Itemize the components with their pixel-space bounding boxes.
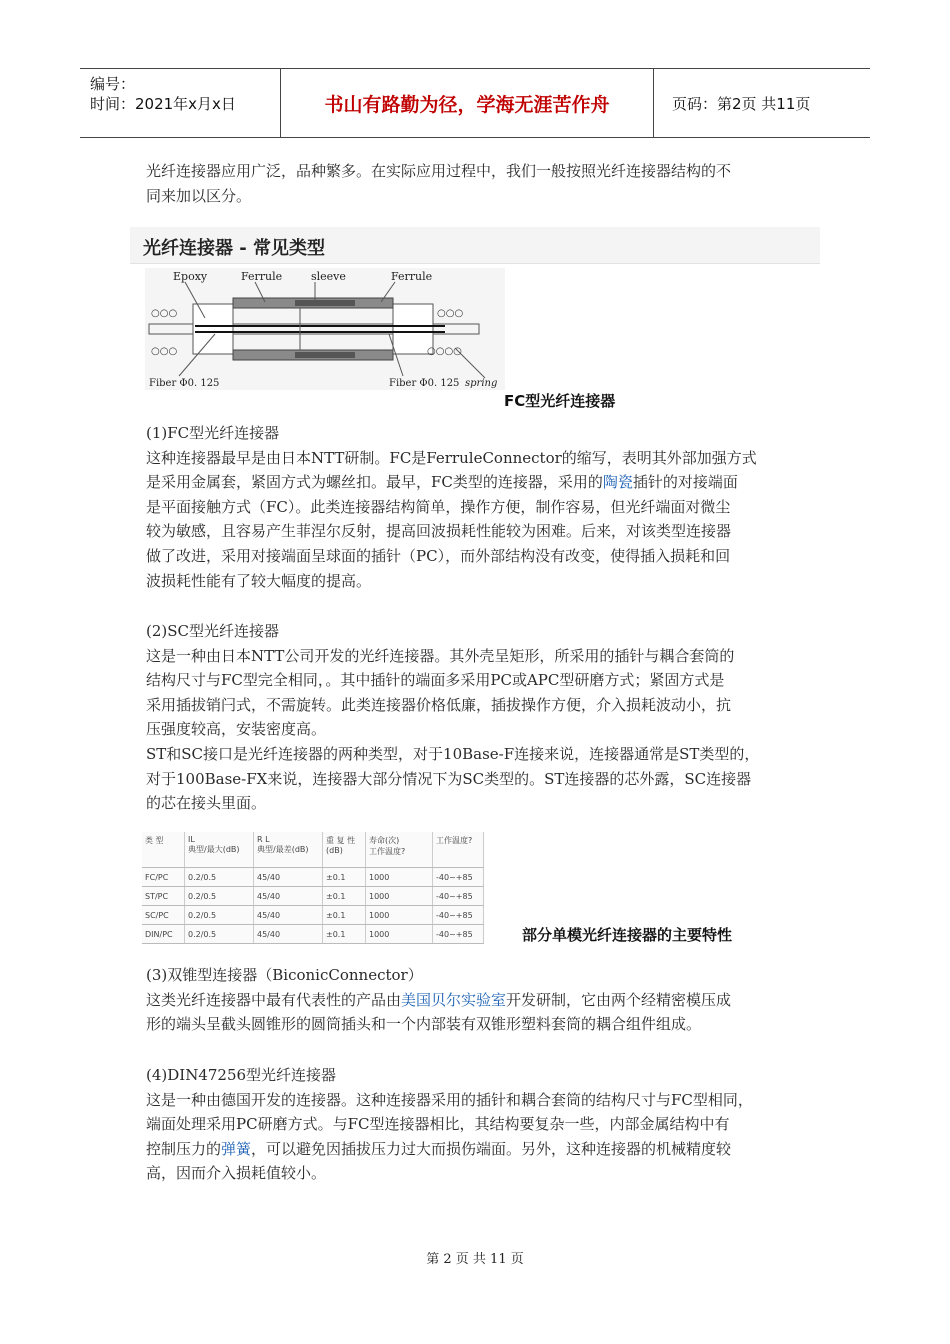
table-cell: 1000 — [366, 906, 433, 925]
table-cell: 0.2/0.5 — [185, 906, 254, 925]
table-cell: FC/PC — [142, 868, 185, 887]
section-heading — [130, 227, 820, 264]
biconic-line: 形的端头呈截头圆锥形的圆筒插头和一个内部装有双锥形塑料套筒的耦合组件组成。 — [146, 1015, 702, 1034]
din-line: 这是一种由德国开发的连接器。这种连接器采用的插针和耦合套筒的结构尺寸与FC型相同， — [146, 1090, 753, 1109]
sc-section — [146, 619, 816, 816]
table-cell: 45/40 — [254, 887, 323, 906]
din-section — [146, 1063, 816, 1186]
table-row — [142, 887, 484, 906]
sc-line: 压强度较高，安装密度高。 — [146, 720, 327, 739]
biconic-line-text: 这类光纤连接器中最有代表性的产品由 — [146, 990, 402, 1009]
label-fiber-right: Fiber Φ0. 125 — [389, 378, 460, 389]
table-row — [142, 925, 484, 944]
fc-section — [146, 421, 816, 593]
table-cell: 45/40 — [254, 906, 323, 925]
fc-line-text: 是采用金属套，紧固方式为螺丝扣。最早，FC类型的连接器，采用的 — [146, 473, 603, 492]
fc-line: 这种连接器最早是由日本NTT研制。FC是FerruleConnector的缩写，表明其外部加强方式 — [146, 448, 757, 467]
table-header-cell: 寿命(次) 工作温度? — [366, 832, 433, 868]
label-spring: spring — [465, 378, 498, 389]
table-cell: 0.2/0.5 — [185, 868, 254, 887]
spec-table-image — [142, 832, 484, 944]
biconic-section — [146, 963, 816, 1037]
table-cell: 1000 — [366, 887, 433, 906]
intro-line: 光纤连接器应用广泛，品种繁多。在实际应用过程中，我们一般按照光纤连接器结构的不 — [146, 162, 732, 180]
spec-table — [142, 832, 484, 944]
table-cell: DIN/PC — [142, 925, 185, 944]
page-label: 页码：第2页 共11页 — [672, 94, 811, 113]
table-header-cell: 工作温度? — [433, 832, 484, 868]
table-cell: 45/40 — [254, 925, 323, 944]
din-line-text: ，可以避免因插拔压力过大而损伤端面。另外，这种连接器的机械精度较 — [251, 1139, 732, 1158]
fc-line — [146, 470, 816, 495]
sc-line: 采用插拔销闩式，不需旋转。此类连接器价格低廉，插拔操作方便，介入损耗波动小，抗 — [146, 695, 732, 714]
sc-line: 的芯在接头里面。 — [146, 794, 267, 813]
label-epoxy: Epoxy — [173, 270, 208, 283]
sc-line: 结构尺寸与FC型完全相同，。其中插针的端面多采用PC或APC型研磨方式；紧固方式是 — [146, 671, 725, 690]
table-cell: 45/40 — [254, 868, 323, 887]
biconic-line-text: 开发研制，它由两个经精密模压成 — [506, 990, 732, 1009]
table-header-cell: IL 典型/最大(dB) — [185, 832, 254, 868]
label-fiber-left: Fiber Φ0. 125 — [149, 378, 220, 389]
fc-line: 是平面接触方式（FC）。此类连接器结构简单，操作方便，制作容易，但光纤端面对微尘 — [146, 497, 731, 516]
header-meta — [80, 69, 281, 137]
time-label: 时间：2021年x月x日 — [90, 95, 236, 113]
sc-line: ST和SC接口是光纤连接器的两种类型，对于10Base-F连接来说，连接器通常是ST类型的， — [146, 744, 760, 763]
label-sleeve: sleeve — [311, 270, 346, 283]
sc-line: 对于100Base-FX来说，连接器大部分情况下为SC类型的。ST连接器的芯外露，SC连接器 — [146, 769, 752, 788]
spring-link[interactable]: 弹簧 — [221, 1139, 252, 1158]
label-ferrule-right: Ferrule — [391, 270, 433, 283]
fc-line: 做了改进，采用对接端面呈球面的插针（PC），而外部结构没有改变，使得插入损耗和回 — [146, 546, 731, 565]
table-cell: ±0.1 — [323, 925, 366, 944]
table-cell: 1000 — [366, 868, 433, 887]
sc-title: (2)SC型光纤连接器 — [146, 622, 280, 640]
table-header-cell: R L 典型/最差(dB) — [254, 832, 323, 868]
table-cell: 0.2/0.5 — [185, 887, 254, 906]
page-header — [80, 68, 870, 138]
svg-text:○○○: ○○○ — [151, 346, 178, 357]
header-motto: 书山有路勤为径，学海无涯苦作舟 — [281, 69, 654, 137]
table-cell: ±0.1 — [323, 906, 366, 925]
fc-line: 波损耗性能有了较大幅度的提高。 — [146, 571, 372, 590]
table-cell: ±0.1 — [323, 868, 366, 887]
din-title: (4)DIN47256型光纤连接器 — [146, 1066, 337, 1084]
table-header-row — [142, 832, 484, 868]
table-cell: ST/PC — [142, 887, 185, 906]
header-page-number — [664, 69, 870, 137]
table-cell: -40~+85 — [433, 925, 484, 944]
table-row — [142, 906, 484, 925]
table-cell: ±0.1 — [323, 887, 366, 906]
fc-line-text: 插针的对接端面 — [632, 473, 738, 492]
spec-table-caption: 部分单模光纤连接器的主要特性 — [522, 926, 733, 944]
table-header-cell: 重 复 性 (dB) — [323, 832, 366, 868]
page-footer: 第 2 页 共 11 页 — [426, 1252, 524, 1267]
table-row — [142, 868, 484, 887]
intro-paragraph — [146, 159, 816, 208]
bell-labs-link[interactable]: 美国贝尔实验室 — [401, 990, 507, 1009]
section-title: 光纤连接器 - 常见类型 — [143, 238, 326, 259]
svg-text:○○○: ○○○ — [437, 308, 464, 319]
biconic-line — [146, 988, 816, 1013]
table-cell: -40~+85 — [433, 906, 484, 925]
table-cell: -40~+85 — [433, 887, 484, 906]
table-cell: SC/PC — [142, 906, 185, 925]
biconic-title: (3)双锥型连接器（BiconicConnector） — [146, 966, 423, 984]
table-cell: 0.2/0.5 — [185, 925, 254, 944]
fc-title: (1)FC型光纤连接器 — [146, 424, 280, 442]
svg-text:○○○: ○○○ — [151, 308, 178, 319]
fc-figure-caption: FC型光纤连接器 — [504, 392, 616, 410]
sc-line: 这是一种由日本NTT公司开发的光纤连接器。其外壳呈矩形，所采用的插针与耦合套筒的 — [146, 646, 735, 665]
number-label: 编号： — [90, 75, 136, 93]
intro-line: 同来加以区分。 — [146, 186, 252, 205]
din-line: 高，因而介入损耗值较小。 — [146, 1164, 327, 1183]
svg-text:○○○○: ○○○○ — [427, 346, 462, 357]
table-header-cell: 类 型 — [142, 832, 185, 868]
table-cell: -40~+85 — [433, 868, 484, 887]
din-line-text: 控制压力的 — [146, 1139, 222, 1158]
ceramic-link[interactable]: 陶瓷 — [602, 473, 633, 492]
label-ferrule-left: Ferrule — [241, 270, 283, 283]
din-line: 端面处理采用PC研磨方式。与FC型连接器相比，其结构要复杂一些，内部金属结构中有 — [146, 1115, 730, 1134]
din-line — [146, 1137, 816, 1162]
table-cell: 1000 — [366, 925, 433, 944]
fc-line: 较为敏感，且容易产生菲涅尔反射，提高回波损耗性能较为困难。后来，对该类型连接器 — [146, 522, 732, 541]
fc-connector-diagram — [145, 268, 505, 390]
